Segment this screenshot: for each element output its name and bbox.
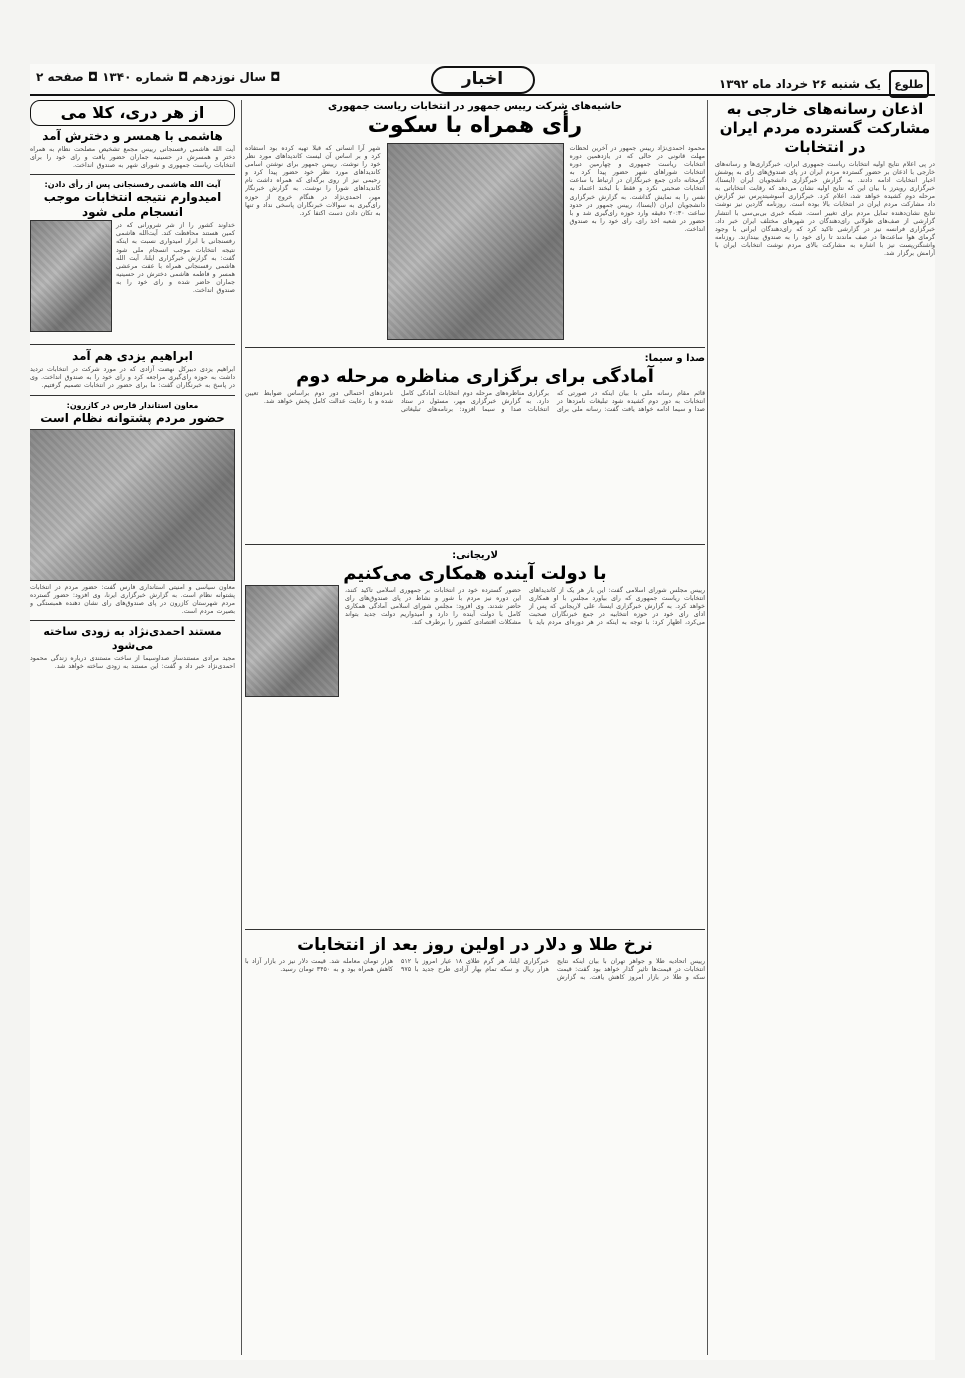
section-divider [245,544,705,545]
article-headline: ابراهیم یزدی هم آمد [72,349,193,364]
hashemi-photo [30,220,112,332]
masthead-right [719,70,929,98]
article-headline: امیدوارم نتیجه انتخابات موجب انسجام ملی شود [43,190,222,220]
section-divider [30,174,235,175]
center-column [245,100,705,1355]
article-body: قائم مقام رسانه ملی با بیان اینکه در صورتی که انتخابات به دور دوم کشیده شود تبلیغات نامزدها در صدا و سیما ادامه خواهد یافت گفت: رسانه ملی برای برگزاری مناظره‌های مرحله دوم انتخابات آمادگی کامل دارد. به گزارش خبرگزاری مهر، مسئول در ستاد انتخابات صدا و سیما افزود: برنامه‌های تبلیغاتی نامزدهای احتمالی دور دوم براساس ضوابط تعیین شده و با رعایت عدالت کامل پخش خواهد شد. [245,390,705,414]
section-title: اخبار [431,66,535,94]
article-headline: مستند احمدی‌نژاد به زودی ساخته می‌شود [43,624,222,652]
article-headline: با دولت آینده همکاری می‌کنیم [343,563,607,584]
voters-photo [30,429,235,581]
column-divider [707,100,708,1355]
ahmadinejad-voting-photo [387,143,564,340]
article-kicker: صدا و سیما: [644,353,705,364]
article-headline: آمادگی برای برگزاری مناظره مرحله دوم [296,366,654,387]
article-headline: حضور مردم پشتوانه نظام است [40,410,225,425]
article-body: آیت الله هاشمی رفسنجانی رییس مجمع تشخیص مصلحت نظام به همراه دختر و همسرش در حسینیه جماران حضور یافت و رای خود را برای انتخابات ریاست جمهوری و شورای شهر به صندوق انداخت. [30,146,235,170]
issue-date: یک شنبه ۲۶ خرداد ماه ۱۳۹۲ [718,77,881,91]
column-banner: از هر دری، کلا می [30,100,235,126]
article-body: معاون سیاسی و امنیتی استانداری فارس گفت: حضور مردم در انتخابات پشتوانه نظام است. به گزارش خبرگزاری ایرنا، وی افزود: حضور گسترده مردم شهرستان کازرون در پای صندوق‌های رای نشان دهنده همبستگی و بصیرت مردم است. [30,583,235,615]
article-kicker: معاون استاندار فارس در کازرون: [66,400,199,410]
section-divider [30,344,235,345]
article-kicker: حاشیه‌های شرکت رییس جمهور در انتخابات ریاست جمهوری [328,101,622,112]
larijani-photo [245,585,339,697]
article-body: رییس مجلس شورای اسلامی گفت: این بار هر یک از کاندیداهای انتخابات ریاست جمهوری که رای بیاورد مجلس با او همکاری خواهد کرد. به گزارش خبرگزاری ایسنا، علی لاریجانی که پس از ادای رای خود در حوزه انتخابیه در جمع خبرنگاران صحبت می‌کرد، اظهار کرد: با توجه به اینکه در هر دوره‌ای مردم باید با حضور گسترده خود در انتخابات بر جمهوری اسلامی تاکید کنند، این دوره نیز مردم با شور و نشاط در پای صندوق‌های رای حاضر شدند. وی افزود: مجلس شورای اسلامی آمادگی همکاری کامل با دولت آینده را دارد و امیدواریم دولت جدید بتواند مشکلات اقتصادی کشور را برطرف کند. [345,587,705,627]
article-kicker: لاریجانی: [452,550,498,561]
article-body: خداوند کشور را از شر شرورانی که در کمین هستند محافظت کند. آیت‌الله هاشمی رفسنجانی با ابراز امیدواری نسبت به اینکه نتیجه انتخابات موجب انسجام ملی شود گفت: به گزارش خبرگزاری ایلنا، آیت الله هاشمی رفسنجانی همراه با عفت مرعشی همسر و فاطمه هاشمی دخترش در حسینیه جماران حاضر شده و رای خود را به صندوق انداخت. [116,222,235,295]
newspaper-logo: طلوع [889,70,929,98]
masthead [30,64,935,96]
article-body: مجید مرادی مستندساز صداوسیما از ساخت مستندی درباره زندگی محمود احمدی‌نژاد خبر داد و گفت: این مستند به زودی ساخته خواهد شد. [30,654,235,671]
article-body: ابراهیم یزدی دبیرکل نهضت آزادی که در مورد شرکت در انتخابات تردید داشت به حوزه رای‌گیری مراجعه کرد و رای خود را به صندوق انداخت. وی در پاسخ به خبرنگاران گفت: ما برای حضور در انتخابات تصمیم گرفتیم. [30,366,235,390]
article-body: رییس اتحادیه طلا و جواهر تهران با بیان اینکه نتایج انتخابات در قیمت‌ها تاثیر گذار خواهد بود گفت: قیمت سکه و طلا در بازار امروز کاهش یافت. به گزارش خبرگزاری ایلنا، هر گرم طلای ۱۸ عیار امروز با ۵۱۲ هزار ریال و سکه تمام بهار آزادی طرح جدید با ۹۷۵ هزار تومان معامله شد. قیمت دلار نیز در بازار آزاد با کاهش همراه بود و به ۳۴۵۰ تومان رسید. [245,958,705,982]
issue-info: ◘ سال نوزدهم ◘ شماره ۱۳۴۰ ◘ صفحه ۲ [36,70,281,84]
article-headline: رأی همراه با سکوت [367,113,583,138]
article-body: در پی اعلام نتایج اولیه انتخابات ریاست جمهوری ایران، خبرگزاری‌ها و رسانه‌های خارجی با اذعان بر حضور گسترده مردم ایران در پای صندوق‌های رای به پوشش اخبار انتخابات ادامه دادند. به گزارش خبرگزاری دانشجویان ایران (ایسنا)، خبرگزاری رویترز با بیان این که نتایج اولیه نشان می‌دهد که رقابت انتخاباتی به مرحله دوم کشیده خواهد شد، اعلام کرد. خبرگزاری آسوشیتدپرس نیز گزارش داد مشارکت مردم ایران در انتخابات بالا بوده است. روزنامه گاردین نیز نوشت نتایج نشان‌دهنده تمایل مردم برای تغییر است. شبکه خبری بی‌بی‌سی با انتشار گزارشی از صف‌های طولانی رای‌دهندگان در شهرهای مختلف ایران خبر داد. خبرگزاری فرانسه نیز در گزارشی تاکید کرد که رای‌دهندگان ایرانی با وجود گرمای هوا ساعت‌ها در صف ماندند تا رای خود را به صندوق بیندازند. روزنامه واشنگتن‌پست نیز با اشاره به مشارکت بالای مردم نوشت انتخابات ایران با آرامش برگزار شد. [715,161,935,258]
article-headline: هاشمی با همسر و دخترش آمد [42,129,223,143]
right-column [715,100,935,1355]
section-divider [245,929,705,930]
section-divider [30,395,235,396]
section-divider [30,620,235,621]
article-headline: نرخ طلا و دلار در اولین روز بعد از انتخابات [297,935,653,955]
article-body: محمود احمدی‌نژاد رییس جمهور در آخرین لحظات مهلت قانونی در حالی که در یازدهمین دوره انتخابات ریاست جمهوری و چهارمین دوره انتخابات شوراهای شهر حضور پیدا کرد به گرمخانه دادن جمع خبرنگاران در ارتباط با ساعت انتخابات صحبتی نکرد و فقط با لبخند اعتماد به نفس را به نمایش گذاشت. به گزارش خبرگزاری دانشجویان ایران (ایسنا)، رییس جمهور در حدود ساعت ۲۰:۳۰ دقیقه وارد حوزه رای‌گیری شد و با حضور در شعبه اخذ رای، رای خود را به صندوق انداخت. [569,145,705,233]
column-divider [241,100,242,1355]
article-kicker: آیت الله هاشمی رفسنجانی پس از رأی دادن: [44,180,221,190]
section-divider [245,347,705,348]
article-body: شهر آرا انسانی که قبلا تهیه کرده بود استفاده کرد و بر اساس آن لیست کاندیداهای مورد نظر خود را نوشت. رییس جمهور برای نوشتن اسامی کاندیداهای مورد نظر خود حضور پیدا کرد و رحیمی نیز از روی برگه‌ای که همراه داشت نام کاندیداهای شورا را نوشت. به گزارش خبرنگار مهر، احمدی‌نژاد در هنگام خروج از حوزه رای‌گیری به سوالات خبرنگاران پاسخی نداد و تنها به تکان دادن دست اکتفا کرد. [245,145,381,217]
left-column [30,100,235,1355]
article-headline: اذعان رسانه‌های خارجی به مشارکت گسترده مردم ایران در انتخابات [719,100,931,156]
